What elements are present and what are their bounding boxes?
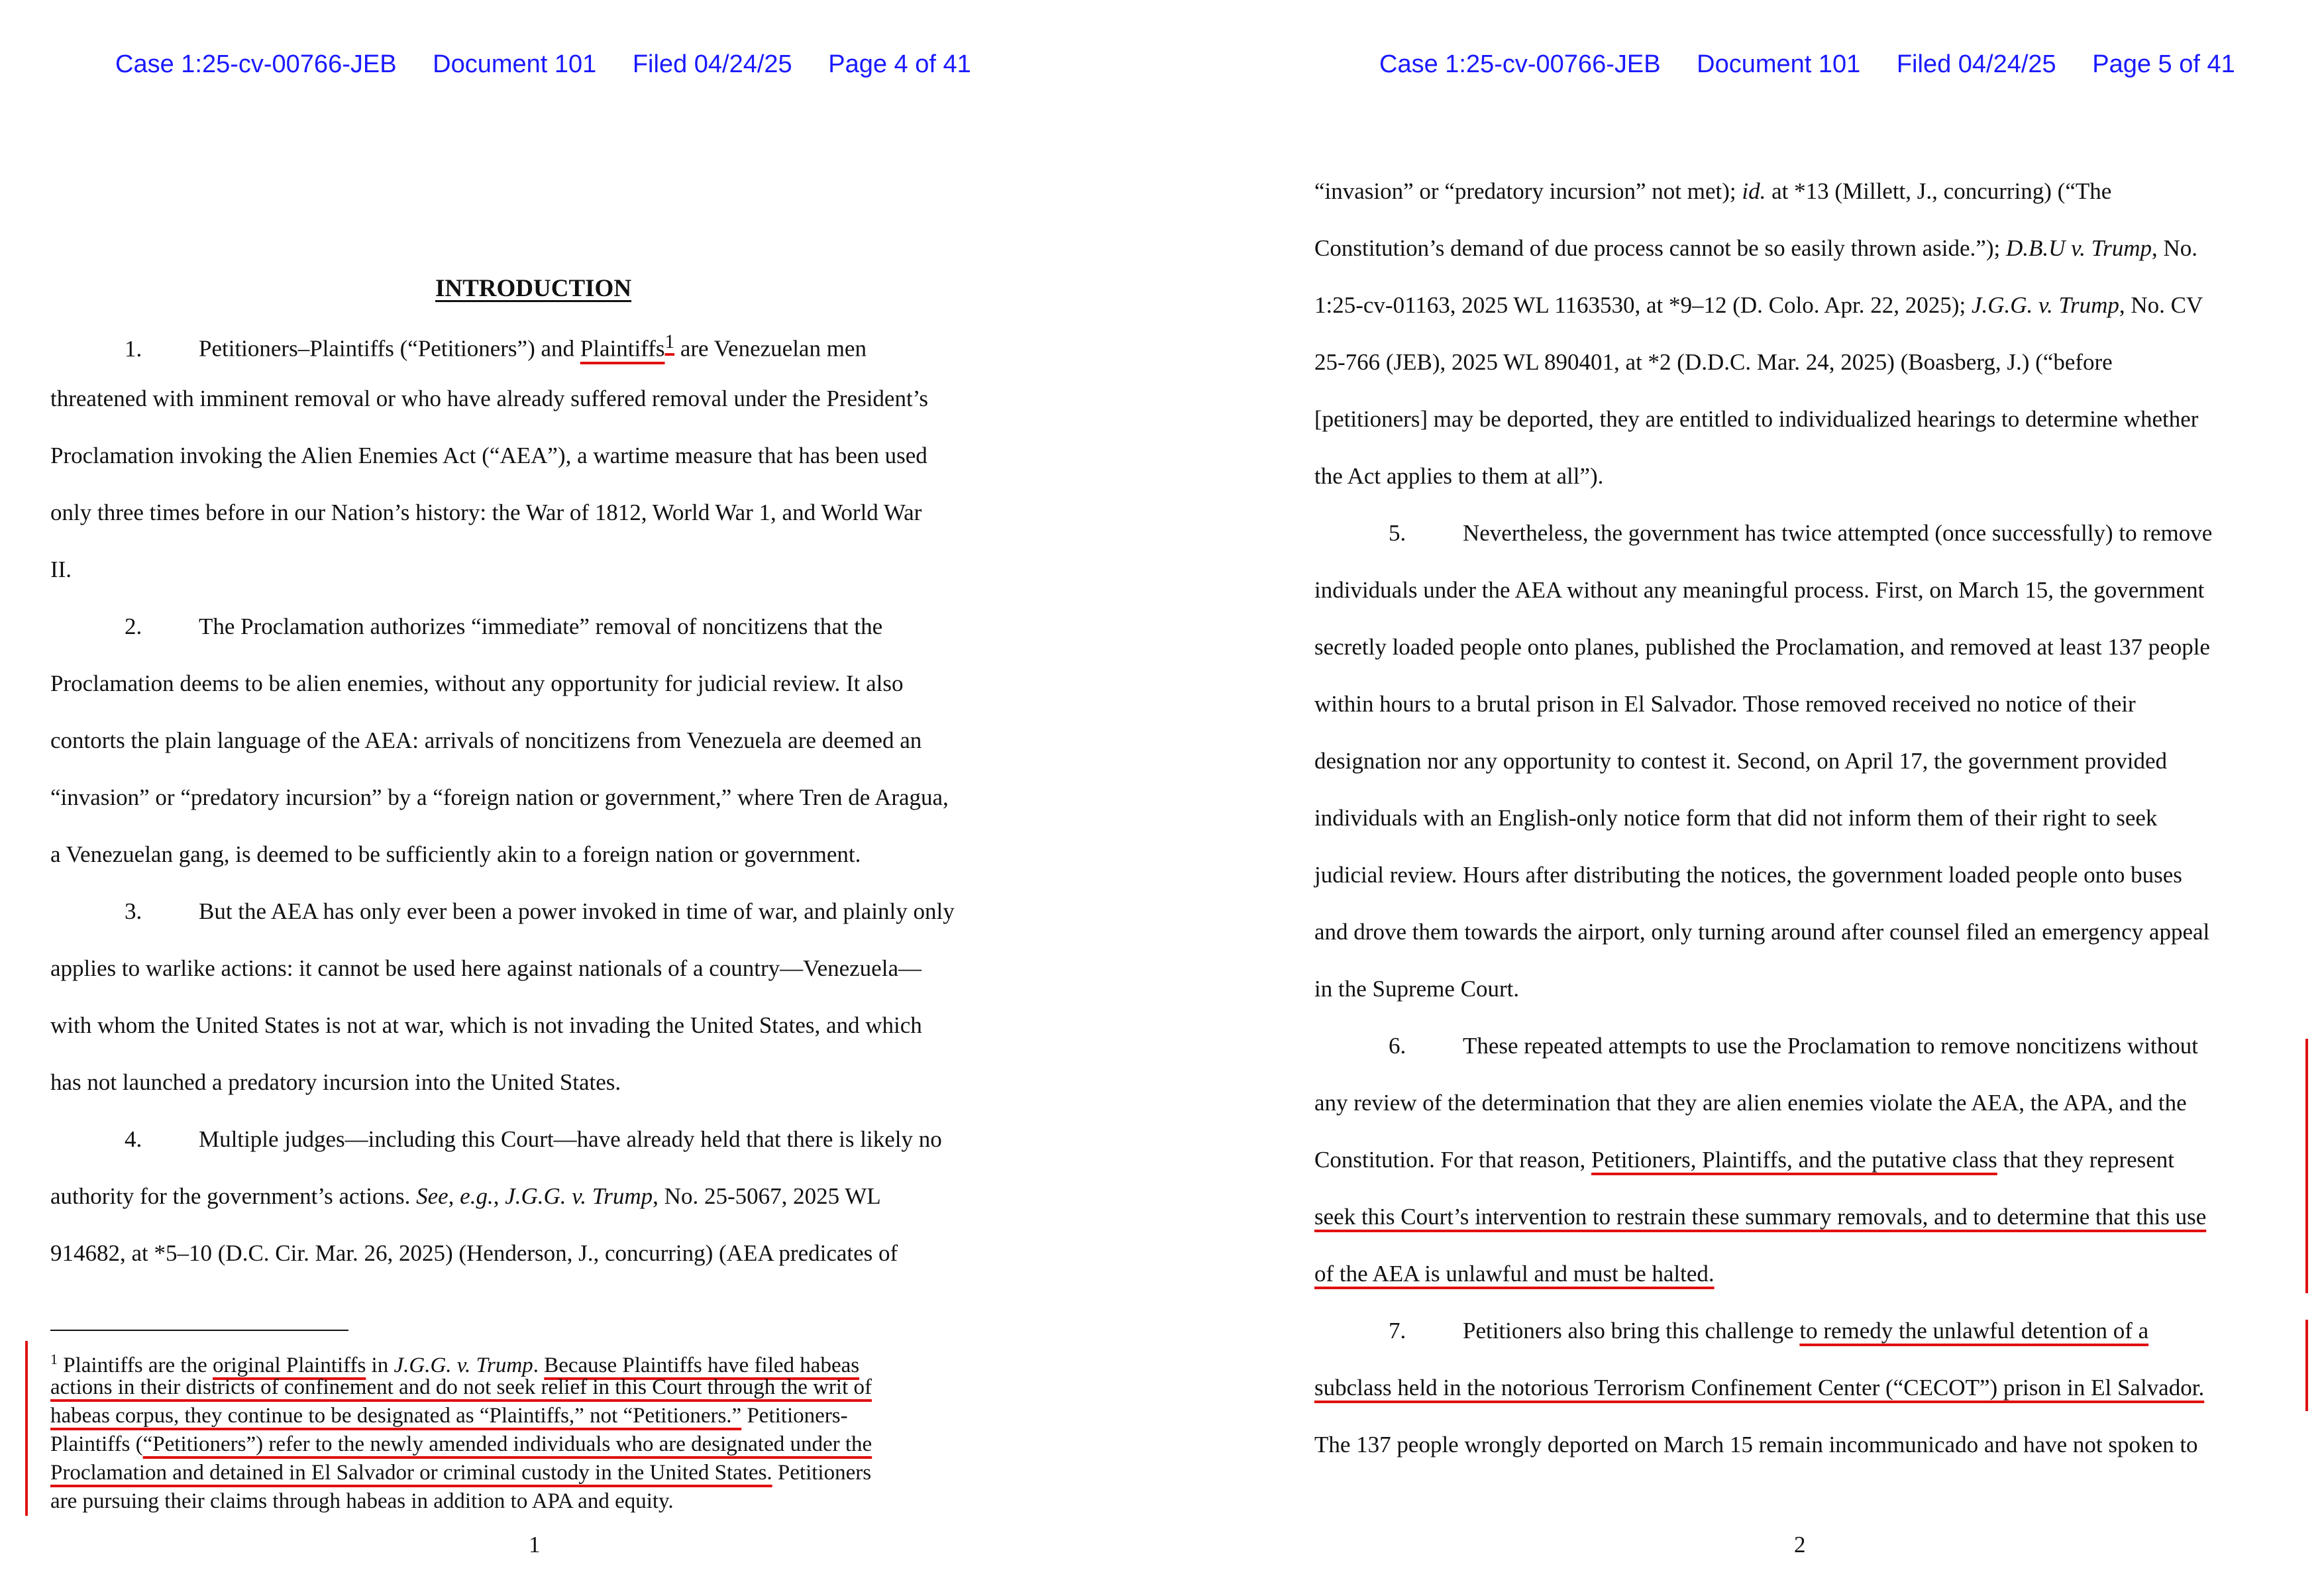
underlined-text: habeas corpus, they continue to be designated as “Plaintiffs,” not “Petitioners.” (50, 1404, 742, 1428)
text-segment: See, e.g. (416, 1183, 494, 1209)
text-line (1314, 961, 2212, 1018)
page-number: 2 (1794, 1532, 1806, 1558)
page-number: 1 (529, 1532, 541, 1558)
text-segment: individuals with an English-only notice form that did not inform them of their right to seek (1314, 805, 2158, 831)
text-line (1314, 391, 2212, 448)
text-line (1314, 448, 2212, 505)
text-segment: secretly loaded people onto planes, published the Proclamation, and removed at least 137 people (1314, 634, 2210, 660)
text-segment: These repeated attempts to use the Proclamation to remove noncitizens without (1463, 1033, 2198, 1059)
text-segment: judicial review. Hours after distributing the notices, the government loaded people onto buses (1314, 862, 2182, 888)
text-segment: applies to warlike actions: it cannot be used here against nationals of a country—Venezuela— (50, 955, 922, 981)
footnote-line (50, 1487, 1004, 1516)
ecf-header (1379, 50, 2264, 79)
page-of: Page 4 of 41 (828, 50, 971, 78)
underlined-text: of the AEA is unlawful and must be halted. (1314, 1261, 1715, 1287)
footnote (50, 1345, 1004, 1516)
footnote-line (50, 1402, 1004, 1430)
text-segment: 1 (50, 1351, 58, 1367)
underlined-text: to remedy the unlawful detention of a (1799, 1318, 2149, 1344)
footnote-rule (50, 1330, 348, 1331)
document-page-right (1162, 0, 2324, 1588)
margin-mark (2305, 1320, 2308, 1411)
text-segment: 914682, at *5–10 (D.C. Cir. Mar. 26, 2025) (Henderson, J., concurring) (AEA predicates of (50, 1240, 898, 1266)
text-segment: authority for the government’s actions. (50, 1183, 417, 1209)
underlined-text: seek this Court’s intervention to restrain these summary removals, and to determine that this use (1314, 1204, 2207, 1230)
text-segment: within hours to a brutal prison in El Salvador. Those removed received no notice of their (1314, 691, 2136, 717)
text-segment: Constitution’s demand of due process cannot be so easily thrown aside.”); (1314, 235, 2006, 261)
text-line (1314, 1075, 2212, 1132)
text-line (50, 655, 955, 712)
margin-mark (25, 1341, 28, 1516)
text-line (1314, 790, 2212, 847)
paragraph-number: 3. (125, 898, 142, 924)
underlined-text: Proclamation and detained in El Salvador or criminal custody in the United States. (50, 1461, 772, 1485)
text-segment: are pursuing their claims through habeas in addition to APA and equity. (50, 1489, 674, 1513)
paragraph-first-line (1314, 505, 2212, 562)
text-line (1314, 733, 2212, 790)
underlined-text: subclass held in the notorious Terrorism Confinement Center (“CECOT”) prison in El Salvador. (1314, 1375, 2205, 1401)
text-line (50, 484, 955, 541)
text-line (1314, 676, 2212, 733)
text-segment: individuals under the AEA without any meaningful process. First, on March 15, the government (1314, 577, 2205, 603)
text-segment: Plaintiffs ( (50, 1432, 143, 1456)
paragraph-number: 6. (1389, 1033, 1406, 1059)
paragraph-number: 4. (125, 1126, 142, 1152)
text-line (50, 997, 955, 1054)
text-segment: Proclamation deems to be alien enemies, without any opportunity for judicial review. It also (50, 670, 904, 696)
paragraph-number: 7. (1389, 1318, 1406, 1344)
text-segment: , No. (2152, 235, 2198, 261)
text-segment: that they represent (1997, 1147, 2175, 1173)
text-line (1314, 847, 2212, 904)
text-segment: “invasion” or “predatory incursion” by a “foreign nation or government,” where Tren de Aragua, (50, 784, 949, 810)
text-line (1314, 562, 2212, 619)
text-segment: But the AEA has only ever been a power invoked in time of war, and plainly only (199, 898, 955, 924)
text-line (50, 769, 955, 826)
underlined-text: Petitioners, Plaintiffs, and the putative class (1591, 1147, 1997, 1173)
footnote-line (50, 1373, 1004, 1402)
text-segment: designation nor any opportunity to contest it. Second, on April 17, the government provided (1314, 748, 2168, 774)
text-line (50, 427, 955, 484)
filed-date: Filed 04/24/25 (632, 50, 792, 78)
text-segment: II. (50, 556, 72, 582)
text-segment: and drove them towards the airport, only turning around after counsel filed an emergency appeal (1314, 919, 2210, 945)
text-segment: The 137 people wrongly deported on March 15 remain incommunicado and have not spoken to (1314, 1432, 2198, 1457)
text-line (1314, 1132, 2212, 1189)
paragraph-first-line (50, 313, 955, 370)
text-segment: are Venezuelan men (674, 335, 867, 362)
text-line (50, 940, 955, 997)
text-segment: The Proclamation authorizes “immediate” removal of noncitizens that the (199, 613, 883, 639)
ecf-header (115, 50, 1000, 79)
text-line (1314, 1359, 2212, 1416)
text-segment: , No. CV (2119, 292, 2203, 318)
text-line (1314, 1189, 2212, 1245)
text-segment: in the Supreme Court. (1314, 976, 1520, 1002)
text-segment: at *13 (Millett, J., concurring) (“The (1766, 178, 2112, 204)
text-line (50, 1168, 955, 1225)
text-segment: id. (1742, 178, 1766, 204)
underlined-text: original Plaintiffs (213, 1353, 366, 1377)
text-segment: only three times before in our Nation’s history: the War of 1812, World War 1, and World War (50, 500, 922, 525)
text-segment: Nevertheless, the government has twice attempted (once successfully) to remove (1463, 520, 2213, 546)
text-line (1314, 334, 2212, 391)
text-segment: in (366, 1353, 394, 1377)
underlined-text: “Petitioners”) refer to the newly amended individuals who are designated under the (142, 1432, 872, 1456)
text-segment: , No. 25-5067, 2025 WL (653, 1183, 881, 1209)
text-segment: “invasion” or “predatory incursion” not met); (1314, 178, 1742, 204)
paragraph-first-line (1314, 1018, 2212, 1075)
text-segment: the Act applies to them at all”). (1314, 463, 1604, 489)
document-number: Document 101 (433, 50, 597, 78)
section-title: INTRODUCTION (435, 275, 632, 302)
underlined-text: actions in their districts of confinement and do not seek relief in this Court through the writ of (50, 1375, 872, 1399)
text-segment: a Venezuelan gang, is deemed to be sufficiently akin to a foreign nation or government. (50, 841, 861, 867)
paragraph-number: 5. (1389, 520, 1406, 546)
page-of: Page 5 of 41 (2092, 50, 2235, 78)
footnote-line (50, 1459, 1004, 1487)
text-line (50, 1054, 955, 1111)
text-segment: Constitution. For that reason, (1314, 1147, 1592, 1173)
underlined-text: Plaintiffs (580, 335, 665, 362)
case-number: Case 1:25-cv-00766-JEB (115, 50, 397, 78)
text-line (50, 826, 955, 883)
paragraph-first-line (50, 1111, 955, 1168)
body-text (1314, 163, 2212, 1473)
text-segment: Multiple judges—including this Court—have already held that there is likely no (199, 1126, 942, 1152)
text-segment: D.B.U v. Trump (2005, 235, 2152, 261)
text-segment: threatened with imminent removal or who have already suffered removal under the President’s (50, 386, 929, 411)
text-line (1314, 220, 2212, 277)
text-segment: . (533, 1353, 545, 1377)
text-segment: Petitioners- (741, 1404, 848, 1428)
text-segment: any review of the determination that they are alien enemies violate the AEA, the APA, and the (1314, 1090, 2187, 1116)
text-segment: has not launched a predatory incursion into the United States. (50, 1069, 621, 1095)
text-segment: Plaintiffs are the (58, 1353, 213, 1377)
paragraph-first-line (50, 883, 955, 940)
text-segment: J.G.G. v. Trump (1971, 292, 2119, 318)
text-segment: Petitioners (772, 1461, 872, 1485)
text-segment: 1:25-cv-01163, 2025 WL 1163530, at *9–12 (D. Colo. Apr. 22, 2025); (1314, 292, 1972, 318)
paragraph-number: 1. (125, 335, 142, 362)
text-line (50, 712, 955, 769)
document-number: Document 101 (1697, 50, 1861, 78)
paragraph-number: 2. (125, 613, 142, 639)
text-segment: 25-766 (JEB), 2025 WL 890401, at *2 (D.D.C. Mar. 24, 2025) (Boasberg, J.) (“before (1314, 349, 2113, 375)
text-segment: Proclamation invoking the Alien Enemies Act (“AEA”), a wartime measure that has been used (50, 443, 927, 468)
case-number: Case 1:25-cv-00766-JEB (1379, 50, 1661, 78)
filed-date: Filed 04/24/25 (1896, 50, 2056, 78)
text-line (1314, 277, 2212, 334)
text-segment: [petitioners] may be deported, they are entitled to individualized hearings to determine whether (1314, 406, 2199, 432)
margin-mark (2305, 1039, 2308, 1293)
text-line (50, 1225, 955, 1282)
text-segment: J.G.G. v. Trump (505, 1183, 653, 1209)
text-line (1314, 1416, 2212, 1473)
text-line (50, 370, 955, 427)
underlined-text: 1 (664, 331, 675, 352)
text-line (1314, 1245, 2212, 1302)
underlined-text: Because Plaintiffs have filed habeas (544, 1353, 860, 1377)
paragraph-first-line (50, 598, 955, 655)
text-segment: J.G.G. v. Trump (394, 1353, 533, 1377)
footnote-line (50, 1430, 1004, 1459)
footnote-line (50, 1345, 1004, 1377)
text-segment: contorts the plain language of the AEA: arrivals of noncitizens from Venezuela are deemed an (50, 727, 922, 753)
text-segment: , (493, 1183, 505, 1209)
text-segment: Petitioners–Plaintiffs (“Petitioners”) and (199, 335, 580, 362)
paragraph-first-line (1314, 1302, 2212, 1359)
text-line (50, 541, 955, 598)
text-line (1314, 163, 2212, 220)
text-segment: with whom the United States is not at war, which is not invading the United States, and which (50, 1012, 922, 1038)
text-line (1314, 619, 2212, 676)
text-line (1314, 904, 2212, 961)
text-segment: Petitioners also bring this challenge (1463, 1318, 1800, 1344)
body-text (50, 313, 955, 1282)
